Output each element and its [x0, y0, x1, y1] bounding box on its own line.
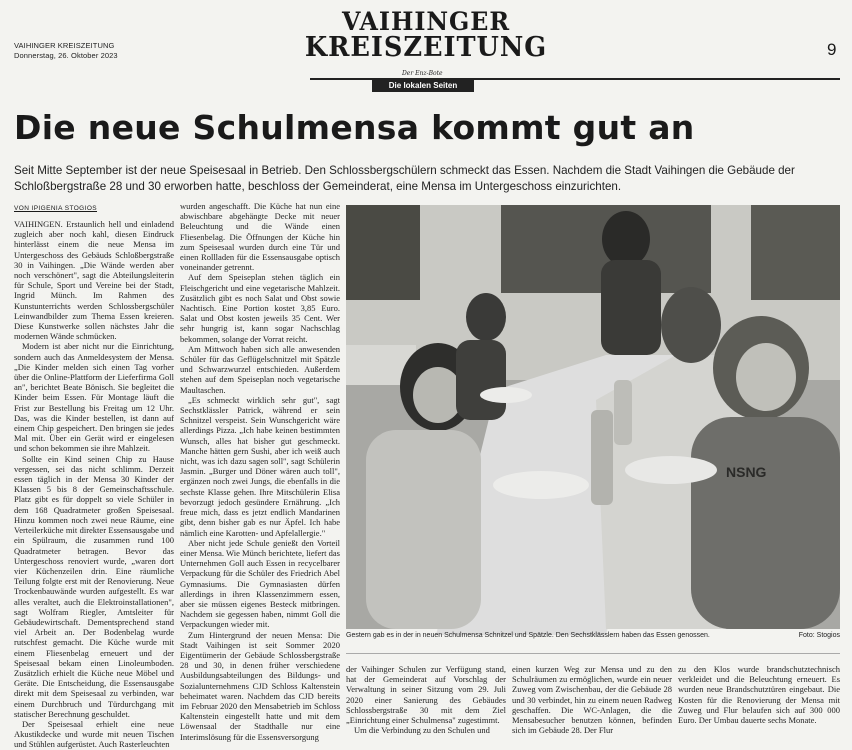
article-photo [346, 205, 840, 629]
article-headline: Die neue Schulmensa kommt gut an [14, 108, 695, 147]
masthead-line2: KREISZEITUNG [304, 32, 548, 63]
paragraph: Um die Verbindung zu den Schulen und [354, 725, 490, 736]
paragraph: zu den Klos wurde brandschutztechnisch verkleidet und die Beleuchtung erneuert. Es wurden neue Brandschutztüren eingebaut. Die Kosten für die Renovierung der Mensa mit Zuweg und Flur belaufen sich auf 300 000 Euro. Der Umbau dauerte sechs Monate. [678, 664, 840, 726]
article-lede: Seit Mitte September ist der neue Speisesaal in Betrieb. Den Schlossbergschülern schmeckt das Essen. Nachdem die Stadt Vaihingen die Gebäude der Schloßbergstraße 28 und 30 erworben hatte, beschloss der Gemeinderat, eine Mensa im Untergeschoss einzurichten. [14, 164, 795, 193]
page-number: 9 [827, 40, 837, 59]
masthead-subtitle: Der Enz-Bote [402, 70, 443, 77]
article-byline: VON IPIGENIA STOGIOS [14, 205, 98, 212]
paragraph: Aber nicht jede Schule genießt den Vorteil einer Mensa. Wie Münch berichtete, liefert das Unternehmen Goll auch Essen in recycelbarer Verpackung für die Schüler des Friedrich Abel Gymnasiums. Die Gymnasiasten dürfen allerdings in ihren Klassenzimmern essen, aber sie müssen eigenes Besteck mitbringen. Nachdem sie gegessen haben, nimmt Goll die Verpackungen wieder mit. [180, 537, 340, 630]
paragraph: Der Speisesaal erhielt eine neue Akustikdecke und wurde mit neuen Tischen und Stühlen aufgerüstet. Auch Rasterleuchten [14, 718, 174, 750]
paragraph: VAIHINGEN. Erstaunlich hell und einladend zugleich aber noch kahl, diesen Eindruck hinterlässt einem die neue Mensa im Untergeschoss des Gebäuds Schloßbergstraße 30 in Vaihingen. „Die Wände werden aber noch verschönert", sagt die Abteilungsleiterin für Schule, Sport und Vereine bei der Stadt, Ingrid Münch. Im Rahmen des Kunstunterrichts werden Schlossbergschüler Leinwandbilder zum Thema Essen kreieren. Diese Kunstwerke sollen nächstes Jahr die modernen Wände schmücken. [14, 219, 174, 342]
paragraph: der Vaihinger Schulen zur Verfügung stand, hat der Gemeinderat auf Vorschlag der Verwaltung in seiner Sitzung vom 29. Juli 2020 einer Sanierung des Gebäudes Schlossbergstraße 30 mit dem Ziel „Einrichtung einer Schulmensa" zugestimmt. [346, 664, 506, 726]
article-column-5 [678, 664, 840, 734]
article-column-4 [512, 664, 672, 734]
paragraph: einen kurzen Weg zur Mensa und zu den Schulräumen zu ermöglichen, wurde ein neuer Zuweg vom Zwischenbau, der die Gebäude 28 und 30 verbindet, hin zu einem neuen Radweg geschaffen. Die WC-Anlagen, die die Mensabesucher benutzen können, befinden sich im Gebäude 28. Der Flur [512, 664, 672, 736]
photo-caption: Gestern gab es in der in neuen Schulmensa Schnitzel und Spätzle. Den Sechstklässlern haben das Essen genossen. [346, 632, 710, 639]
article-column-3 [346, 664, 506, 734]
photo-caption-row [346, 632, 840, 639]
masthead [0, 8, 852, 62]
paragraph: wurden angeschafft. Die Küche hat nun eine abwischbare abgehängte Decke mit neuer Beleuchtung und die Wände einen Fliesenbelag. Die Öffnungen der Küche hin zum Speisesaal wurden durch eine Tür und einen Rollladen für die Essensausgabe optisch voneinander getrennt. [180, 201, 340, 273]
paragraph: Am Mittwoch haben sich alle anwesenden Schüler für das Geflügelschnitzel mit Spätzle und Schwarzwurzel entschieden. Außerdem stehen auf dem Speiseplan noch vegetarische Maultaschen. [180, 343, 340, 395]
paragraph: Auf dem Speiseplan stehen täglich ein Fleischgericht und eine vegetarische Mahlzeit. Zusätzlich gibt es noch Salat und Obst sowie Nachtisch. Eine Portion kostet 3,85 Euro. Salat und Obst kosten jeweils 35 Cent. Wer sehr hungrig ist, kann sogar Nachschlag bekommen, solange der Vorrat reicht. [180, 272, 340, 344]
section-label: Die lokalen Seiten [372, 80, 474, 92]
paragraph: Zum Hintergrund der neuen Mensa: Die Stadt Vaihingen ist seit Sommer 2020 Eigentümerin der Gebäude Schlossbergstraße 28 und 30, in denen früher verschiedene Ausbildungsabteilungen des Bildungs- und Sozialunternehmens CJD Schloss Kaltenstein beheimatet waren. Nachdem das CJD bereits im Februar 2020 den Mensabetrieb im Schloss Kaltenstein eingestellt hatte und mit dem Löwensaal der Stadthalle nur eine Interimslösung für die Essensversorgung [180, 629, 340, 742]
masthead-line1: VAIHINGER [341, 7, 511, 36]
article-column-2 [180, 201, 340, 742]
photo-illustration [346, 205, 840, 629]
article-column-1 [14, 219, 174, 750]
paragraph: „Es schmeckt wirklich sehr gut", sagt Sechstklässler Patrick, während er sein Schnitzel verspeist. Sein Wunschgericht wäre allerdings Pizza. „Ich habe keinen bestimmten Wunsch, alles hat bisher gut geschmeckt. Manche hätten gern Sushi, aber ich weiß auch nicht, was ich dazu sagen soll", sagt Schülerin Jasmin. „Burger und Döner wären auch toll", ergänzen noch zwei Jungs, die ebenfalls in die sechste Klasse gehen. Ihre Mitschülerin Elisa bevorzugt jedoch gesündere Ernährung. „Ich freue mich, dass es jetzt endlich Mandarinen gibt, denn bisher gab es nur Äpfel. Ich habe nämlich eine Karotten- und Apfelallergie." [180, 394, 340, 538]
paragraph: Modern ist aber nicht nur die Einrichtung, sondern auch das Anmeldesystem der Mensa. „Die Kinder melden sich einen Tag vorher über die Online-Plattform der Lieferfirma Goll an", berichtet Beate Bönisch. Sie begleitet die Kinder beim Essen. Für Montage läuft die Frist zur Bestellung bis Freitag um 12 Uhr. Das, was die Kinder bestellen, ist dann auf einem Chip gespeichert. Den bringen sie jedes Mal mit. Über ein Gerät wird er eingelesen und schon bekommen sie ihre Mahlzeit. [14, 341, 174, 454]
meta-date: Donnerstag, 26. Oktober 2023 [14, 51, 118, 60]
shirt-print: NSNG [726, 464, 767, 480]
caption-rule [346, 653, 840, 654]
photo-credit: Foto: Stogios [798, 632, 840, 639]
paragraph: Sollte ein Kind seinen Chip zu Hause vergessen, sei das nicht schlimm. Derzeit essen täglich in der Mensa 30 Kinder der Klassen 5 bis 8 der Gemeinschaftsschule. Platz gibt es für doppelt so viele Schüler in dem 168 Quadratmeter großen Speisesaal. Hinzu kommen noch zwei neue Räume, eine Verteilerküche mit direkter Essensausgabe und ein Spülraum, die zusammen rund 100 Quadratmeter betragen. Bevor das Untergeschoss renoviert wurde, „waren dort vier Küchenzeilen drin. Eine räumliche Teilung folgte erst mit der Renovierung. Neue Trockenbauwände wurden aufgestellt. Es war alles veraltet, auch die Elektroinstallationen", sagt Wolfram Riegler, Amtsleiter für Gebäudewirtschaft. Dementsprechend stand viel Arbeit an. Der Bodenbelag wurde rutschfest gemacht. Die Küche wurde mit einem Fliesenbelag erneuert und der Speisesaal bekam einen Linoleumboden. Zusätzlich erhielt die Küche neue Möbel und Geräte. Die Entscheidung, die Essensausgabe direkt mit dem Speisesaal zu verbinden, war einem Durchbruch und Türdurchgang mit statischer Berechnung geschuldet. [14, 453, 174, 719]
meta-paper-name: VAIHINGER KREISZEITUNG [14, 41, 115, 50]
